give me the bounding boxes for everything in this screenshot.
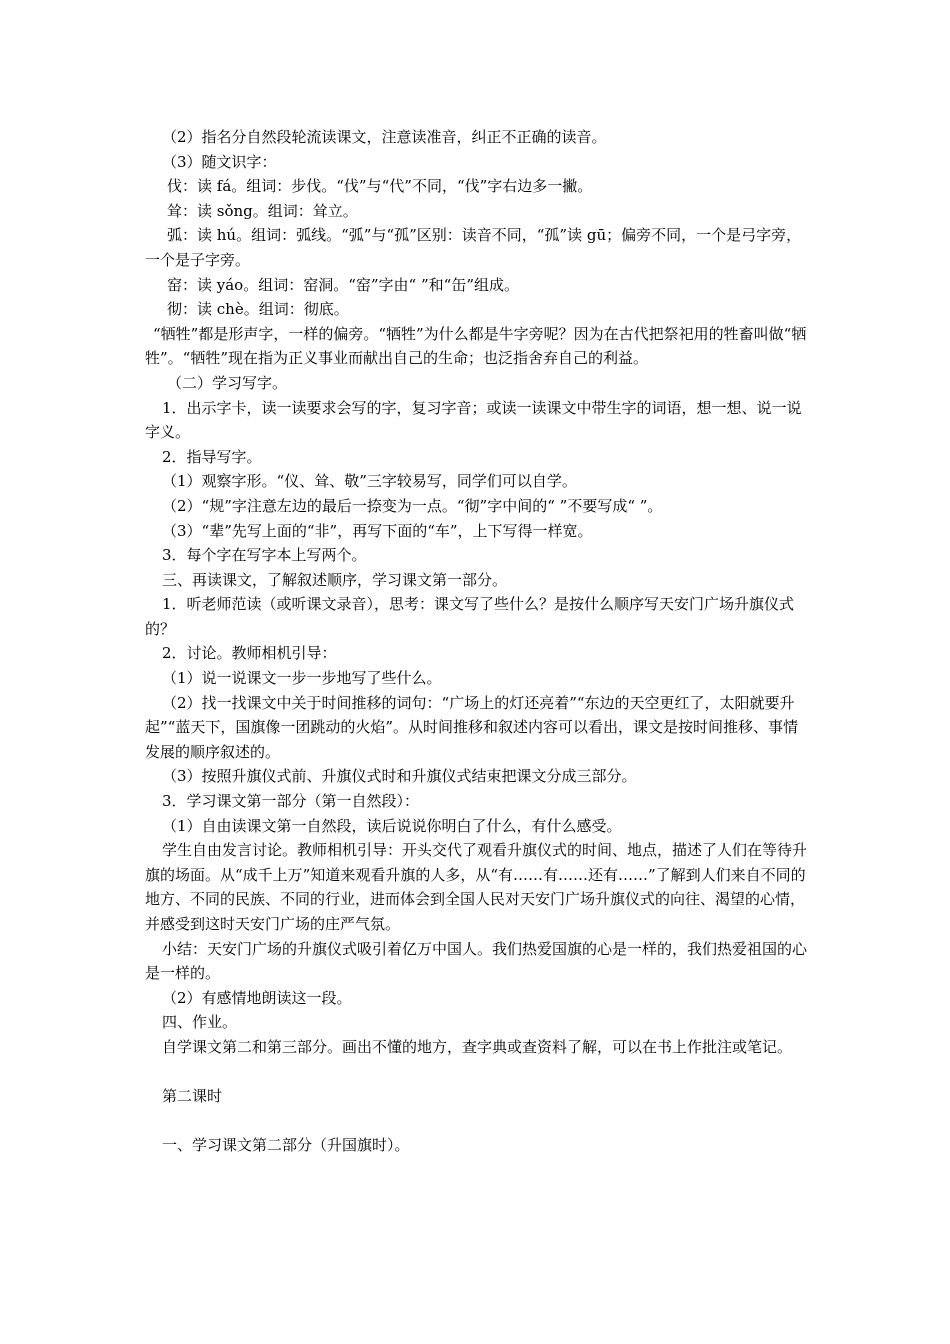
- paragraph: （二）学习写字。: [167, 373, 288, 392]
- paragraph: 彻：读 chè。组词：彻底。: [167, 300, 349, 319]
- paragraph: （3）“辈”先写上面的“非”，再写下面的“车”，上下写得一样宽。: [162, 521, 593, 540]
- paragraph: 3．每个字在写字本上写两个。: [162, 546, 367, 565]
- paragraph: 2．指导写字。: [162, 447, 262, 466]
- paragraph: （1）观察字形。“仪、耸、敬”三字较易写，同学们可以自学。: [162, 472, 577, 491]
- paragraph: （2）指名分自然段轮流读课文，注意读准音，纠正不正确的读音。: [162, 128, 607, 146]
- paragraph: 弧：读 hú。组词：弧线。“弧”与“孤”区别：读音不同，“孤”读 gū；偏旁不同，一个是弓字旁，一个是子字旁。: [145, 226, 802, 269]
- section-heading: 一、学习课文第二部分（升国旗时）。: [162, 1136, 410, 1155]
- paragraph: （1）自由读课文第一自然段，读后说说你明白了什么，有什么感受。: [162, 816, 622, 835]
- paragraph: （2）找一找课文中关于时间推移的词句：“广场上的灯还亮着”“东边的天空更红了，太阳就要升起”“蓝天下，国旗像一团跳动的火焰”。从时间推移和叙述内容可以看出，课文是按时间推移、事情发展的顺序叙述的。: [145, 693, 799, 761]
- lesson-heading: 第二课时: [162, 1087, 223, 1106]
- paragraph: 3．学习课文第一部分（第一自然段）：: [162, 792, 420, 811]
- paragraph: 学生自由发言讨论。教师相机引导：开头交代了观看升旗仪式的时间、地点，描述了人们在等待升旗的场面。从“成千上万”知道来观看升旗的人多，从“有……有……还有……”了解到人们来自不同的地方、不同的民族、不同的行业，进而体会到全国人民对天安门广场升旗仪式的向往、渴望的心情，并感受到这时天安门广场的庄严气氛。: [145, 841, 808, 933]
- paragraph: 小结：天安门广场的升旗仪式吸引着亿万中国人。我们热爱国旗的心是一样的，我们热爱祖国的心是一样的。: [145, 939, 808, 983]
- paragraph: 自学课文第二和第三部分。画出不懂的地方，查字典或查资料了解，可以在书上作批注或笔记。: [162, 1037, 793, 1056]
- paragraph: 四、作业。: [162, 1013, 238, 1032]
- paragraph: （3）按照升旗仪式前、升旗仪式时和升旗仪式结束把课文分成三部分。: [162, 767, 637, 786]
- paragraph: （2）有感情地朗读这一段。: [162, 988, 352, 1007]
- paragraph: “牺牲”都是形声字，一样的偏旁。“牺牲”为什么都是牛字旁呢？因为在古代把祭祀用的牲畜叫做“牺牲”。“牺牲”现在指为正义事业而献出自己的生命；也泛指舍弃自己的利益。: [145, 324, 807, 368]
- paragraph: 2．讨论。教师相机引导：: [162, 644, 337, 663]
- paragraph: 1．听老师范读（或听课文录音），思考：课文写了些什么？是按什么顺序写天安门广场升旗仪式的？: [145, 595, 795, 638]
- paragraph: 耸：读 sǒng。组词：耸立。: [167, 201, 358, 220]
- paragraph: 三、再读课文，了解叙述顺序，学习课文第一部分。: [162, 570, 508, 589]
- paragraph: 窑：读 yáo。组词：窑洞。“窑”字由“ ”和“缶”组成。: [167, 275, 519, 294]
- paragraph: 伐：读 fá。组词：步伐。“伐”与“代”不同，“伐”字右边多一撇。: [167, 177, 593, 196]
- paragraph: （2）“规”字注意左边的最后一捺变为一点。“彻”字中间的“ ”不要写成“ ”。: [162, 496, 663, 515]
- document-page: [145, 125, 810, 1158]
- paragraph: 1．出示字卡，读一读要求会写的字，复习字音；或读一读课文中带生字的词语，想一想、说一说字义。: [145, 398, 802, 442]
- paragraph: （3）随文识字：: [162, 152, 277, 171]
- paragraph: （1）说一说课文一步一步地写了些什么。: [162, 669, 442, 688]
- spacer: [145, 1060, 810, 1085]
- spacer: [145, 1109, 810, 1134]
